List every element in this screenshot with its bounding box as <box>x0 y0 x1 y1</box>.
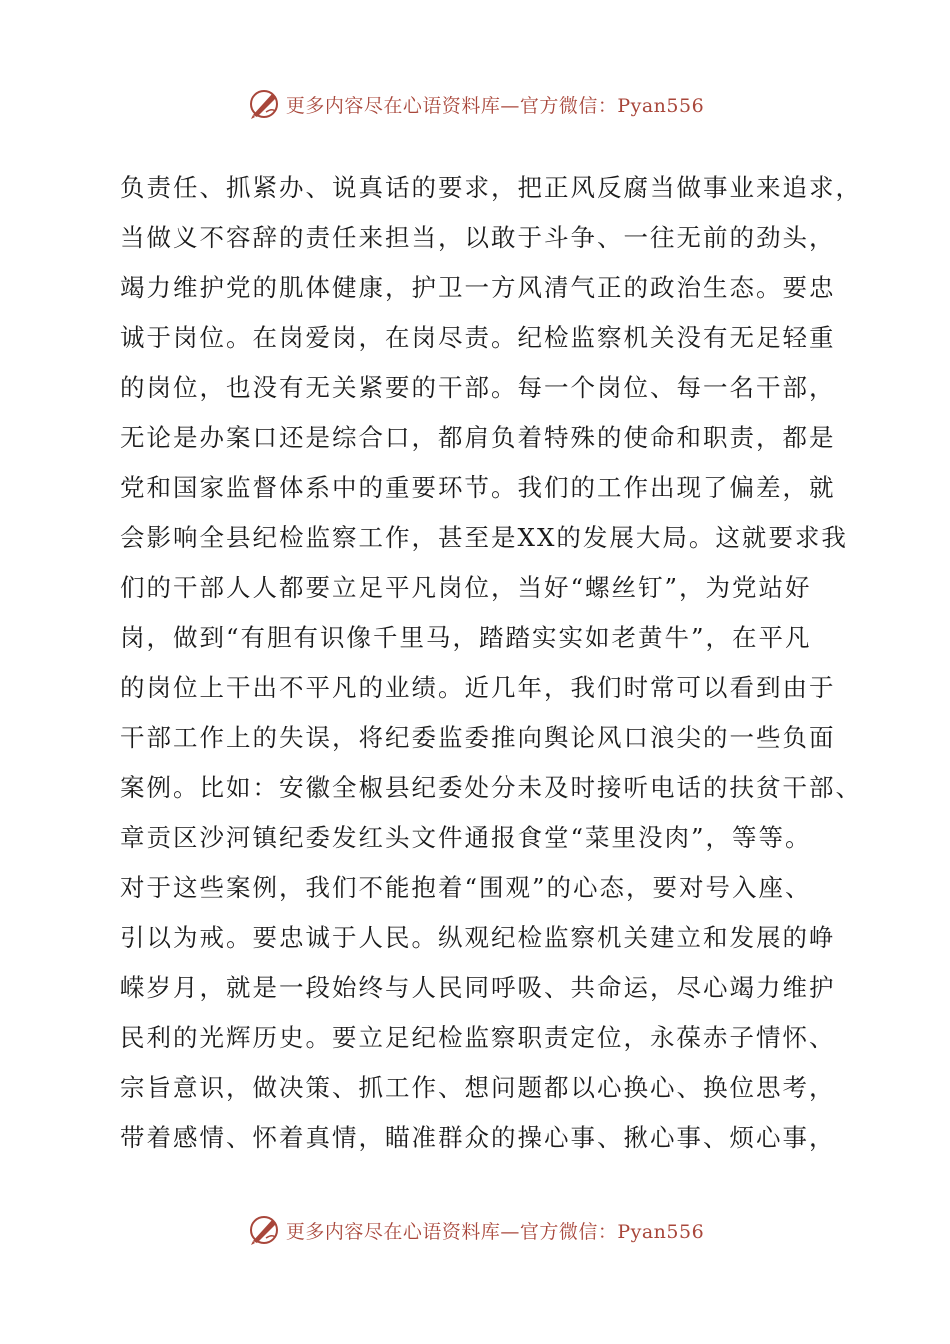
text-line: 岗，做到“有胆有识像千里马，踏踏实实如老黄牛”，在平凡 <box>120 623 812 652</box>
text-line: 竭力维护党的肌体健康，护卫一方风清气正的政治生态。要忠 <box>120 273 836 302</box>
text-line: 民利的光辉历史。要立足纪检监察职责定位，永葆赤子情怀、 <box>120 1023 836 1052</box>
text-line: 带着感情、怀着真情，瞄准群众的操心事、揪心事、烦心事， <box>120 1123 836 1152</box>
text-line: 干部工作上的失误，将纪委监委推向舆论风口浪尖的一些负面 <box>120 723 836 752</box>
pen-logo-icon <box>246 86 282 122</box>
text-line: 的岗位上干出不平凡的业绩。近几年，我们时常可以看到由于 <box>120 673 836 702</box>
text-line: 案例。比如：安徽全椒县纪委处分未及时接听电话的扶贫干部、 <box>120 773 862 802</box>
footer-watermark-banner <box>0 1206 950 1254</box>
text-line: 诚于岗位。在岗爱岗，在岗尽责。纪检监察机关没有无足轻重 <box>120 323 836 352</box>
text-line: 负责任、抓紧办、说真话的要求，把正风反腐当做事业来追求， <box>120 173 862 202</box>
header-watermark-text: 更多内容尽在心语资料库—官方微信：Pyan556 <box>285 94 705 117</box>
text-line: 引以为戒。要忠诚于人民。纵观纪检监察机关建立和发展的峥 <box>120 923 836 952</box>
text-line: 章贡区沙河镇纪委发红头文件通报食堂“菜里没肉”，等等。 <box>120 823 812 852</box>
text-line: 党和国家监督体系中的重要环节。我们的工作出现了偏差，就 <box>120 473 836 502</box>
text-line: 对于这些案例，我们不能抱着“围观”的心态，要对号入座、 <box>120 873 812 902</box>
text-line: 嵘岁月，就是一段始终与人民同呼吸、共命运，尽心竭力维护 <box>120 973 836 1002</box>
text-line: 无论是办案口还是综合口，都肩负着特殊的使命和职责，都是 <box>120 423 836 452</box>
text-line: 会影响全县纪检监察工作，甚至是XX的发展大局。这就要求我 <box>120 523 848 552</box>
document-body <box>120 163 862 1163</box>
footer-watermark-text: 更多内容尽在心语资料库—官方微信：Pyan556 <box>285 1220 705 1243</box>
text-line: 们的干部人人都要立足平凡岗位，当好“螺丝钉”，为党站好 <box>120 573 812 602</box>
text-line: 的岗位，也没有无关紧要的干部。每一个岗位、每一名干部， <box>120 373 836 402</box>
text-line: 当做义不容辞的责任来担当，以敢于斗争、一往无前的劲头， <box>120 223 836 252</box>
pen-logo-icon <box>246 1212 282 1248</box>
text-line: 宗旨意识，做决策、抓工作、想问题都以心换心、换位思考， <box>120 1073 836 1102</box>
header-watermark-banner <box>0 80 950 128</box>
